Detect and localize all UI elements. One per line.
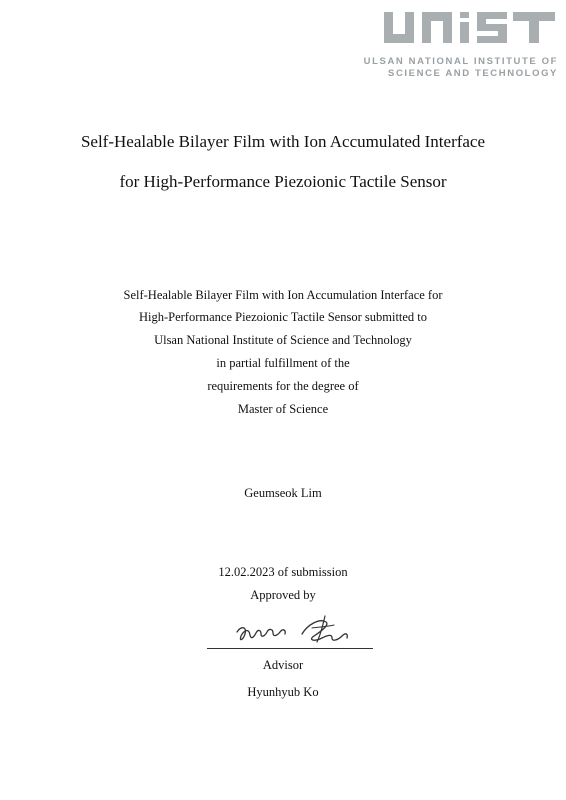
advisor-signature bbox=[207, 610, 373, 650]
statement-line-5: requirements for the degree of bbox=[207, 379, 359, 393]
logo-subtitle-line1: ULSAN NATIONAL INSTITUTE OF bbox=[363, 56, 558, 67]
statement-line-2: High-Performance Piezoionic Tactile Sensor submitted to bbox=[138, 310, 428, 324]
statement-line-1: Self-Healable Bilayer Film with Ion Accumulation Interface for bbox=[123, 288, 443, 302]
unist-wordmark bbox=[382, 10, 558, 54]
statement-line-6: Master of Science bbox=[237, 402, 329, 416]
thesis-title-line2: for High-Performance Piezoionic Tactile Sensor bbox=[119, 172, 447, 191]
advisor-role: Advisor bbox=[262, 658, 304, 672]
logo-subtitle-line2: SCIENCE AND TECHNOLOGY bbox=[388, 68, 558, 79]
author-name: Geumseok Lim bbox=[244, 486, 322, 500]
statement-line-3: Ulsan National Institute of Science and Technology bbox=[154, 333, 412, 347]
signature-scribble-icon bbox=[207, 610, 373, 650]
advisor-name: Hyunhyub Ko bbox=[247, 685, 319, 699]
statement-line-4: in partial fulfillment of the bbox=[216, 356, 350, 370]
submission-date: 12.02.2023 of submission bbox=[218, 565, 348, 579]
signature-line bbox=[207, 648, 373, 649]
unist-logo bbox=[363, 10, 558, 100]
approved-by-label: Approved by bbox=[250, 588, 316, 602]
thesis-title-line1: Self-Healable Bilayer Film with Ion Accumulated Interface bbox=[80, 132, 486, 151]
